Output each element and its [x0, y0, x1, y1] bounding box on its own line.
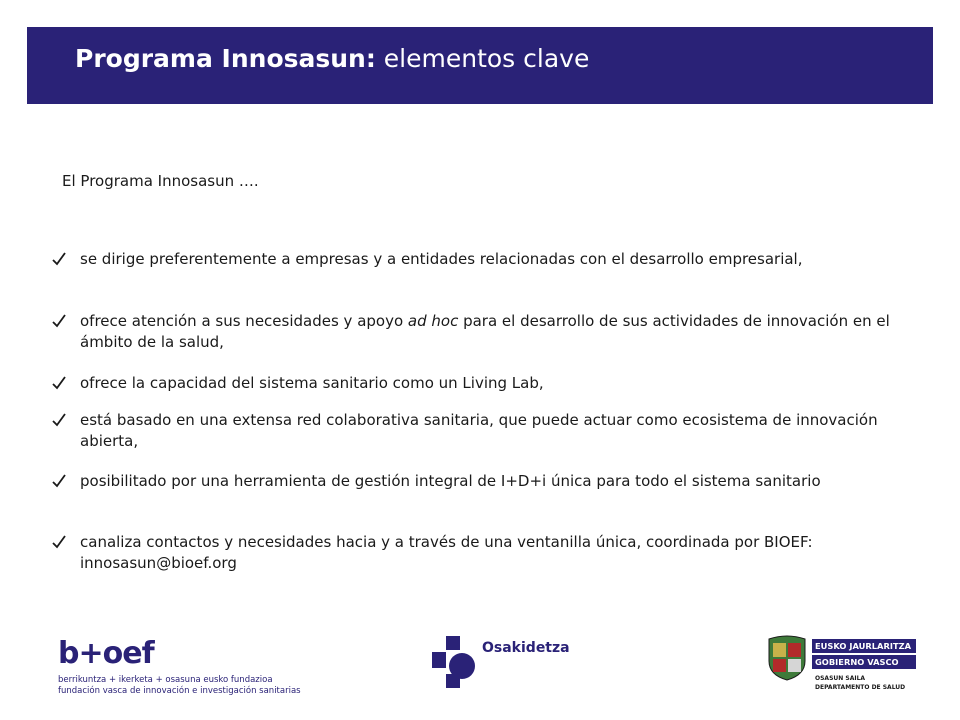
check-icon	[52, 313, 66, 329]
bioef-logo	[58, 636, 301, 698]
bioef-wordmark: b+oef	[58, 636, 154, 671]
bioef-tagline-2: fundación vasca de innovación e investigación sanitarias	[58, 686, 301, 696]
check-icon	[52, 251, 66, 267]
osakidetza-name: Osakidetza	[482, 640, 570, 656]
coat-of-arms-icon	[766, 635, 808, 681]
bullet-text-emphasis: ad hoc	[407, 312, 459, 330]
gobierno-vasco-logo	[766, 633, 926, 699]
osakidetza-logo	[432, 636, 592, 692]
osakidetza-symbol-icon	[432, 636, 478, 688]
check-icon	[52, 534, 66, 550]
bullet-text	[80, 311, 892, 353]
list-item	[52, 532, 892, 574]
title-rest: elementos clave	[383, 44, 590, 73]
bullet-text-after: para el desarrollo de sus actividades de innovación en el ámbito de la salud,	[80, 312, 890, 351]
bullet-text: canaliza contactos y necesidades hacia y a través de una ventanilla única, coordinada por BIOEF: innosasun@bioef.org	[80, 533, 813, 572]
check-icon	[52, 473, 66, 489]
list-item	[52, 410, 892, 452]
gv-dept-basque: OSASUN SAILA	[815, 675, 866, 682]
gv-title-spanish: GOBIERNO VASCO	[812, 655, 916, 669]
bullet-text: se dirige preferentemente a empresas y a entidades relacionadas con el desarrollo empresarial,	[80, 250, 803, 268]
list-item	[52, 311, 892, 353]
bullet-text: posibilitado por una herramienta de gestión integral de I+D+i única para todo el sistema sanitario	[80, 472, 821, 490]
gv-title-basque: EUSKO JAURLARITZA	[812, 639, 916, 653]
intro-text: El Programa Innosasun ….	[62, 172, 259, 190]
page-title	[75, 44, 589, 73]
check-icon	[52, 375, 66, 391]
list-item	[52, 249, 892, 270]
check-icon	[52, 412, 66, 428]
bullet-text: está basado en una extensa red colaborativa sanitaria, que puede actuar como ecosistema de innovación abierta,	[80, 411, 878, 450]
gv-dept-spanish: DEPARTAMENTO DE SALUD	[815, 684, 906, 691]
bullet-text: ofrece la capacidad del sistema sanitario como un Living Lab,	[80, 374, 544, 392]
bioef-tagline-1: berrikuntza + ikerketa + osasuna eusko fundazioa	[58, 675, 273, 685]
bullet-text-before: ofrece atención a sus necesidades y apoyo	[80, 312, 408, 330]
list-item	[52, 471, 892, 492]
title-bold: Programa Innosasun:	[75, 44, 376, 73]
list-item	[52, 373, 892, 394]
